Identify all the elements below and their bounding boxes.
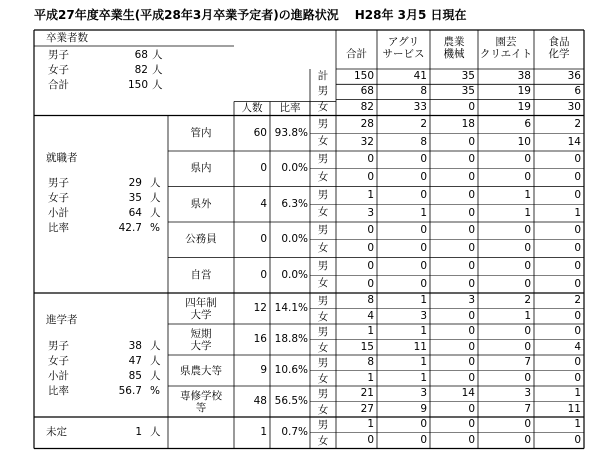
- advancement-stat-value: 38: [128, 340, 142, 352]
- sex-label-female: 女: [317, 241, 329, 254]
- advancement-male-col-3: 7: [524, 356, 531, 369]
- sex-label-female: 女: [317, 277, 329, 290]
- employment-female-col-2: 0: [468, 277, 475, 290]
- header-ratio: 比率: [279, 102, 301, 114]
- advancement-stat-unit: 人: [150, 355, 161, 367]
- employment-female-col-0: 0: [367, 277, 374, 290]
- advancement-stat-label: 比率: [48, 385, 69, 397]
- employment-male-col-0: 0: [367, 224, 374, 237]
- undecided-male-col-0: 1: [367, 418, 374, 431]
- advancement-stat-value: 56.7: [118, 385, 142, 397]
- employment-female-col-4: 0: [574, 277, 581, 290]
- top-row-col-3: 19: [517, 100, 531, 113]
- advancement-male-col-0: 8: [367, 356, 374, 369]
- employment-male-col-3: 0: [524, 153, 531, 166]
- advancement-female-col-3: 0: [524, 371, 531, 384]
- sex-label-female: 女: [317, 341, 329, 354]
- employment-male-col-4: 0: [574, 224, 581, 237]
- employment-female-col-0: 0: [367, 171, 374, 184]
- employment-cat-ratio: 0.0%: [281, 268, 308, 281]
- employment-stat-value: 64: [128, 206, 142, 219]
- advancement-male-col-1: 1: [420, 356, 427, 369]
- employment-cat-name: 自営: [190, 268, 212, 281]
- header-dept-0: アグリ サービス: [382, 36, 425, 60]
- header-count: 人数: [241, 102, 263, 114]
- employment-cat-name: 公務員: [185, 233, 217, 246]
- employment-cat-ratio: 0.0%: [281, 233, 308, 246]
- employment-female-col-1: 0: [420, 277, 427, 290]
- employment-female-col-3: 0: [524, 277, 531, 290]
- employment-stat-label: 小計: [48, 206, 69, 219]
- advancement-stat-value: 85: [128, 370, 142, 382]
- advancement-cat-ratio: 18.8%: [274, 333, 308, 345]
- employment-female-col-4: 0: [574, 242, 581, 255]
- advancement-stat-unit: 人: [150, 370, 161, 382]
- sex-label-female: 女: [317, 310, 329, 323]
- advancement-male-col-2: 14: [461, 387, 475, 400]
- employment-male-col-1: 0: [420, 224, 427, 237]
- advancement-cat-name: 県農大等: [180, 364, 222, 377]
- employment-cat-ratio: 0.0%: [281, 162, 308, 175]
- advancement-male-col-4: 0: [574, 356, 581, 369]
- advancement-cat-name: 専修学校 等: [180, 389, 222, 414]
- employment-male-col-1: 2: [420, 117, 427, 130]
- top-row-col-0: 68: [360, 85, 374, 98]
- sex-label-female: 女: [317, 403, 329, 416]
- top-row-col-1: 33: [413, 100, 427, 113]
- employment-male-col-4: 0: [574, 259, 581, 272]
- advancement-female-col-0: 4: [367, 309, 374, 322]
- employment-cat-ratio: 93.8%: [274, 126, 308, 139]
- undecided-female-col-1: 0: [420, 434, 427, 447]
- advancement-male-col-0: 21: [360, 387, 374, 400]
- employment-cat-count: 60: [253, 126, 267, 139]
- advancement-female-col-0: 1: [367, 371, 374, 384]
- employment-stat-unit: %: [150, 221, 160, 234]
- employment-female-col-1: 0: [420, 242, 427, 255]
- sex-label-female: 女: [317, 170, 329, 183]
- advancement-stat-unit: %: [150, 385, 160, 397]
- top-row-col-4: 36: [567, 70, 581, 83]
- advancement-female-col-4: 11: [567, 402, 581, 415]
- employment-female-col-2: 0: [468, 171, 475, 184]
- top-row-col-2: 35: [461, 85, 475, 98]
- undecided-ratio: 0.7%: [281, 426, 308, 439]
- advancement-female-col-1: 11: [413, 340, 427, 353]
- undecided-male-col-2: 0: [468, 418, 475, 431]
- employment-female-col-1: 0: [420, 171, 427, 184]
- sex-label-male: 男: [317, 357, 329, 369]
- top-row-sex: 計: [317, 70, 329, 82]
- advancement-female-col-2: 0: [468, 340, 475, 353]
- summary-row-unit: 人: [152, 79, 163, 91]
- advancement-stat-value: 47: [128, 355, 142, 367]
- sex-label-male: 男: [317, 117, 329, 130]
- employment-male-col-0: 28: [360, 117, 374, 130]
- sex-label-male: 男: [317, 326, 329, 338]
- top-row-sex: 男: [317, 85, 329, 98]
- employment-female-col-2: 0: [468, 242, 475, 255]
- employment-male-col-3: 0: [524, 224, 531, 237]
- employment-male-col-3: 6: [524, 117, 531, 130]
- employment-female-col-4: 14: [567, 135, 581, 148]
- header-dept-1: 農業 機械: [443, 36, 465, 60]
- sex-label-male: 男: [317, 388, 329, 400]
- employment-female-col-4: 0: [574, 171, 581, 184]
- employment-cat-name: 県内: [190, 162, 212, 175]
- employment-female-col-3: 0: [524, 171, 531, 184]
- employment-stat-unit: 人: [150, 176, 161, 189]
- employment-stat-label: 男子: [48, 176, 69, 189]
- top-row-col-4: 30: [567, 100, 581, 113]
- summary-row-label: 男子: [48, 49, 69, 61]
- header-total: 合計: [346, 48, 367, 60]
- sex-label-male: 男: [317, 153, 329, 165]
- advancement-male-col-2: 0: [468, 325, 475, 338]
- advancement-female-col-1: 9: [420, 402, 427, 415]
- advancement-female-col-2: 0: [468, 371, 475, 384]
- employment-female-col-1: 1: [420, 206, 427, 219]
- employment-male-col-2: 18: [461, 117, 475, 130]
- advancement-cat-count: 16: [253, 333, 267, 345]
- advancement-stat-label: 男子: [48, 340, 69, 352]
- advancement-female-col-3: 0: [524, 340, 531, 353]
- employment-male-col-1: 0: [420, 259, 427, 272]
- advancement-cat-count: 9: [260, 364, 267, 376]
- employment-male-col-1: 0: [420, 153, 427, 166]
- employment-cat-count: 0: [260, 268, 267, 281]
- employment-female-col-3: 10: [517, 135, 531, 148]
- undecided-male-col-1: 0: [420, 418, 427, 431]
- employment-stat-unit: 人: [150, 191, 161, 204]
- sex-label-female: 女: [317, 206, 329, 219]
- employment-female-col-1: 8: [420, 135, 427, 148]
- top-row-col-3: 19: [517, 85, 531, 98]
- undecided-value: 1: [135, 426, 142, 439]
- employment-cat-count: 4: [260, 197, 267, 210]
- advancement-female-col-0: 27: [360, 402, 374, 415]
- top-row-col-1: 8: [420, 85, 427, 98]
- advancement-male-col-3: 2: [524, 294, 531, 307]
- undecided-unit: 人: [150, 426, 161, 439]
- summary-row-unit: 人: [152, 49, 163, 61]
- advancement-male-col-4: 1: [574, 387, 581, 400]
- undecided-label: 未定: [46, 426, 67, 439]
- advancement-cat-count: 12: [253, 302, 267, 314]
- advancement-female-col-1: 3: [420, 309, 427, 322]
- advancement-female-col-1: 1: [420, 371, 427, 384]
- employment-female-col-3: 1: [524, 206, 531, 219]
- undecided-count: 1: [260, 426, 267, 439]
- employment-male-col-4: 0: [574, 188, 581, 201]
- advancement-male-col-0: 8: [367, 294, 374, 307]
- employment-cat-name: 県外: [190, 197, 212, 210]
- employment-male-col-3: 0: [524, 259, 531, 272]
- advancement-cat-ratio: 14.1%: [274, 302, 308, 314]
- advancement-male-col-1: 3: [420, 387, 427, 400]
- employment-stat-label: 女子: [48, 191, 69, 204]
- employment-label: 就職者: [46, 151, 78, 164]
- advancement-female-col-4: 0: [574, 309, 581, 322]
- employment-female-col-3: 0: [524, 242, 531, 255]
- undecided-female-col-4: 0: [574, 434, 581, 447]
- undecided-female-col-2: 0: [468, 434, 475, 447]
- employment-female-col-2: 0: [468, 206, 475, 219]
- advancement-female-col-2: 0: [468, 309, 475, 322]
- top-row-col-4: 6: [574, 85, 581, 98]
- top-row-col-0: 150: [353, 70, 374, 83]
- undecided-female-col-3: 0: [524, 434, 531, 447]
- employment-male-col-0: 0: [367, 259, 374, 272]
- advancement-male-col-2: 0: [468, 356, 475, 369]
- employment-male-col-1: 0: [420, 188, 427, 201]
- advancement-cat-name: 短期 大学: [190, 327, 212, 352]
- employment-male-col-2: 0: [468, 259, 475, 272]
- top-row-col-2: 35: [461, 70, 475, 83]
- employment-male-col-0: 1: [367, 188, 374, 201]
- advancement-label: 進学者: [46, 314, 78, 326]
- advancement-female-col-3: 7: [524, 402, 531, 415]
- employment-female-col-4: 1: [574, 206, 581, 219]
- advancement-stat-label: 女子: [48, 355, 69, 367]
- employment-male-col-0: 0: [367, 153, 374, 166]
- employment-stat-value: 42.7: [118, 221, 142, 234]
- employment-cat-count: 0: [260, 233, 267, 246]
- summary-row-value: 82: [134, 64, 148, 76]
- advancement-female-col-4: 4: [574, 340, 581, 353]
- sex-label-male: 男: [317, 419, 329, 431]
- advancement-male-col-1: 1: [420, 325, 427, 338]
- employment-female-col-0: 3: [367, 206, 374, 219]
- sex-label-male: 男: [317, 259, 329, 272]
- employment-female-col-2: 0: [468, 135, 475, 148]
- summary-row-unit: 人: [152, 64, 163, 76]
- employment-male-col-2: 0: [468, 224, 475, 237]
- summary-row-label: 合計: [48, 79, 69, 91]
- advancement-male-col-3: 0: [524, 325, 531, 338]
- advancement-male-col-4: 0: [574, 325, 581, 338]
- advancement-male-col-4: 2: [574, 294, 581, 307]
- top-row-col-2: 0: [468, 100, 475, 113]
- advancement-male-col-0: 1: [367, 325, 374, 338]
- advancement-male-col-1: 1: [420, 294, 427, 307]
- summary-label: 卒業者数: [46, 32, 88, 44]
- employment-female-col-0: 0: [367, 242, 374, 255]
- undecided-male-col-4: 1: [574, 418, 581, 431]
- sex-label-male: 男: [317, 295, 329, 307]
- employment-cat-ratio: 6.3%: [281, 197, 308, 210]
- advancement-female-col-2: 0: [468, 402, 475, 415]
- advancement-stat-unit: 人: [150, 340, 161, 352]
- employment-stat-value: 29: [128, 176, 142, 189]
- employment-stat-value: 35: [128, 191, 142, 204]
- advancement-cat-ratio: 10.6%: [274, 364, 308, 376]
- sex-label-male: 男: [317, 188, 329, 201]
- top-row-col-1: 41: [413, 70, 427, 83]
- employment-male-col-4: 0: [574, 153, 581, 166]
- advancement-cat-ratio: 56.5%: [274, 395, 308, 407]
- summary-row-value: 150: [127, 79, 148, 91]
- advancement-cat-name: 四年制 大学: [185, 296, 217, 321]
- header-dept-2: 園芸 クリエイト: [479, 36, 533, 60]
- advancement-stat-label: 小計: [48, 370, 69, 382]
- as-of-date: H28年 3月5 日現在: [354, 8, 467, 22]
- sex-label-male: 男: [317, 224, 329, 236]
- top-row-col-3: 38: [517, 70, 531, 83]
- advancement-cat-count: 48: [253, 395, 267, 407]
- sex-label-female: 女: [317, 135, 329, 148]
- summary-row-label: 女子: [48, 64, 69, 76]
- employment-male-col-2: 0: [468, 188, 475, 201]
- sex-label-female: 女: [317, 434, 329, 447]
- title-text: 平成27年度卒業生(平成28年3月卒業予定者)の進路状況: [34, 8, 339, 22]
- undecided-male-col-3: 0: [524, 418, 531, 431]
- employment-cat-name: 管内: [190, 126, 212, 139]
- undecided-female-col-0: 0: [367, 434, 374, 447]
- header-dept-3: 食品 化学: [548, 36, 570, 60]
- employment-cat-count: 0: [260, 162, 267, 175]
- employment-stat-unit: 人: [150, 206, 161, 219]
- top-row-sex: 女: [317, 100, 329, 113]
- employment-female-col-0: 32: [360, 135, 374, 148]
- sex-label-female: 女: [317, 372, 329, 385]
- employment-male-col-2: 0: [468, 153, 475, 166]
- advancement-female-col-4: 0: [574, 371, 581, 384]
- advancement-male-col-3: 3: [524, 387, 531, 400]
- advancement-female-col-0: 15: [360, 340, 374, 353]
- advancement-female-col-3: 1: [524, 309, 531, 322]
- employment-stat-label: 比率: [48, 221, 69, 234]
- top-row-col-0: 82: [360, 100, 374, 113]
- advancement-male-col-2: 3: [468, 294, 475, 307]
- employment-male-col-4: 2: [574, 117, 581, 130]
- summary-row-value: 68: [134, 49, 148, 61]
- employment-male-col-3: 1: [524, 188, 531, 201]
